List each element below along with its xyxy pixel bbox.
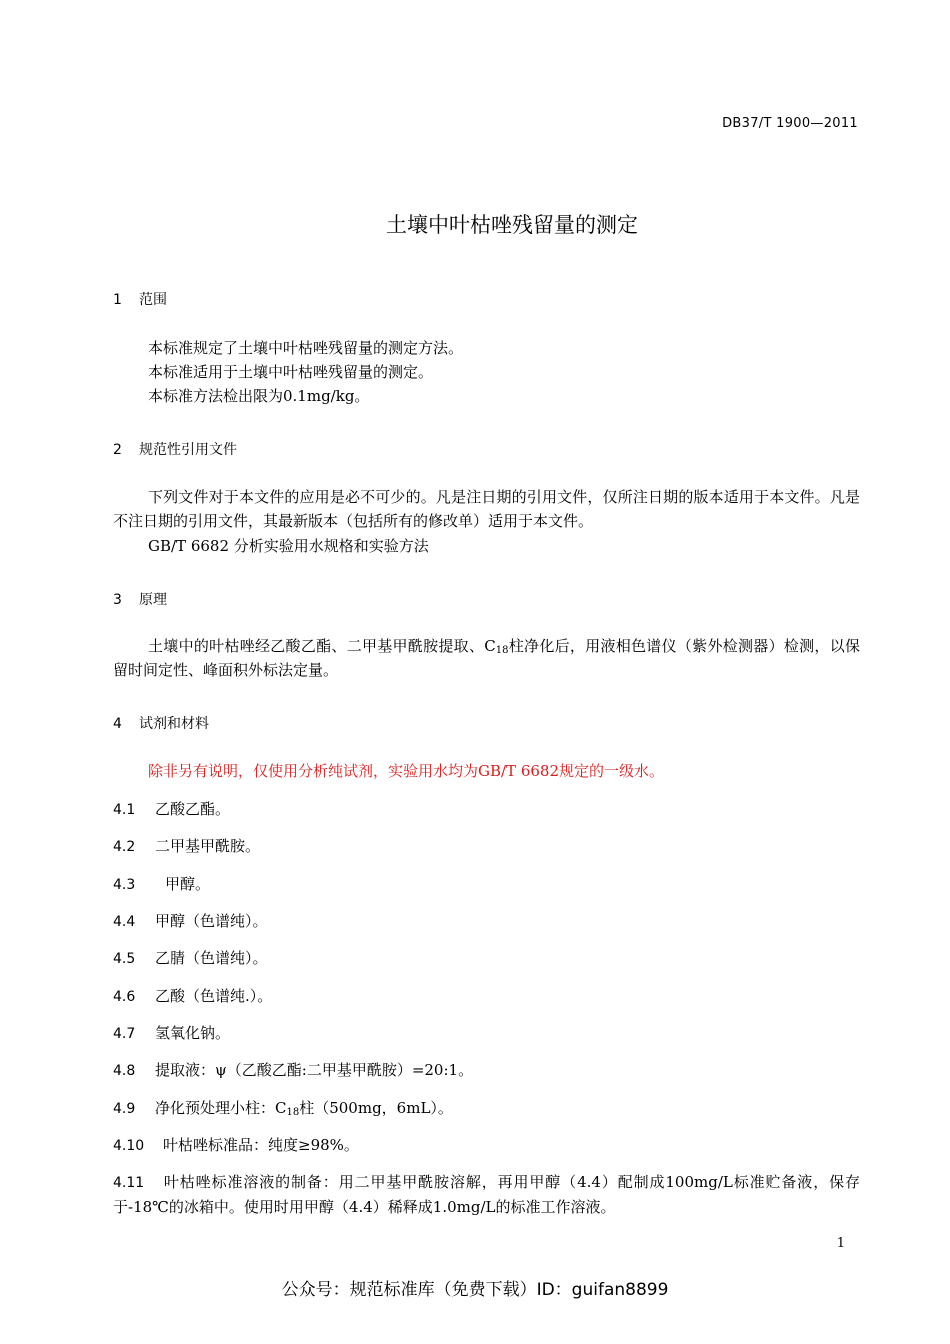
footer-watermark-text: 公众号：规范标准库（免费下载）ID：guifan8899	[281, 1280, 669, 1300]
document-title: 土壤中叶枯唑残留量的测定	[386, 213, 638, 237]
reference-gb-t-6682: GB/T 6682 分析实验用水规格和实验方法	[148, 537, 429, 555]
item-text: 乙腈（色谱纯）。	[155, 949, 268, 967]
list-item	[113, 1096, 860, 1121]
item-text: 二甲基甲酰胺。	[155, 837, 261, 855]
list-item	[113, 984, 860, 1009]
item-text: 甲醇。	[165, 875, 211, 893]
scope-line-2: 本标准适用于土壤中叶枯唑残留量的测定。	[148, 363, 434, 381]
item-text: 叶枯唑标准品：纯度≥98%。	[163, 1136, 359, 1154]
section-number: 3	[113, 592, 122, 608]
item-text-a: 净化预处理小柱：C	[155, 1099, 287, 1117]
scope-line-1: 本标准规定了土壤中叶枯唑残留量的测定方法。	[148, 339, 464, 357]
item-number: 4.9	[113, 1101, 136, 1117]
section-title: 试剂和材料	[139, 716, 209, 732]
normative-references-paragraph: 下列文件对于本文件的应用是必不可少的。凡是注日期的引用文件，仅所注日期的版本适用于本文件。凡是不注日期的引用文件，其最新版本（包括所有的修改单）适用于本文件。	[113, 488, 860, 530]
list-item	[113, 834, 860, 859]
section-2-heading	[113, 439, 237, 459]
item-subscript: 18	[286, 1107, 300, 1118]
item-text: 叶枯唑标准溶液的制备：用二甲基甲酰胺溶解，再用甲醇（4.4）配制成100mg/L标准贮备液，保存于-18℃的冰箱中。使用时用甲醇（4.4）稀释成1.0mg/L的标准工作溶液。	[113, 1173, 860, 1216]
section-3-heading	[113, 589, 167, 609]
section-1-heading	[113, 289, 167, 309]
list-item	[113, 872, 860, 897]
item-number: 4.2	[113, 839, 136, 855]
item-text: 乙酸乙酯。	[155, 800, 231, 818]
item-text: 提取液：ψ（乙酸乙酯:二甲基甲酰胺）=20:1。	[155, 1061, 474, 1079]
item-text-b: 柱（500mg，6mL）。	[299, 1099, 453, 1117]
item-number: 4.6	[113, 989, 136, 1005]
item-text: 乙酸（色谱纯.）。	[155, 987, 273, 1005]
list-item	[113, 1170, 860, 1219]
item-number: 4.10	[113, 1138, 145, 1154]
principle-paragraph	[113, 634, 860, 682]
list-item	[113, 797, 860, 822]
section-number: 2	[113, 442, 122, 458]
principle-text-a: 土壤中的叶枯唑经乙酸乙酯、二甲基甲酰胺提取、C	[148, 637, 496, 655]
section-title: 规范性引用文件	[139, 442, 237, 458]
principle-subscript: 18	[495, 645, 509, 656]
item-text: 氢氧化钠。	[155, 1024, 231, 1042]
reagent-note: 除非另有说明，仅使用分析纯试剂，实验用水均为GB/T 6682规定的一级水。	[148, 762, 665, 780]
list-item	[113, 1021, 860, 1046]
principle-text-b: 柱净化后，用液相色谱仪（紫外检测器）检测，以保留时间定性、峰面积外标法定量。	[113, 637, 860, 679]
item-text: 甲醇（色谱纯）。	[155, 912, 268, 930]
section-title: 原理	[139, 592, 167, 608]
section-number: 1	[113, 292, 122, 308]
item-number: 4.11	[113, 1175, 145, 1191]
page-number: 1	[836, 1236, 845, 1251]
item-number: 4.5	[113, 951, 136, 967]
section-title: 范围	[139, 292, 167, 308]
list-item	[113, 909, 860, 934]
list-item	[113, 946, 860, 971]
list-item	[113, 1133, 860, 1158]
scope-line-3: 本标准方法检出限为0.1mg/kg。	[148, 387, 370, 405]
item-number: 4.1	[113, 802, 136, 818]
section-number: 4	[113, 716, 122, 732]
item-number: 4.3	[113, 877, 136, 893]
item-number: 4.8	[113, 1063, 136, 1079]
section-4-heading	[113, 713, 209, 733]
item-number: 4.4	[113, 914, 136, 930]
standard-code: DB37/T 1900—2011	[722, 116, 858, 131]
list-item	[113, 1058, 860, 1083]
item-number: 4.7	[113, 1026, 136, 1042]
